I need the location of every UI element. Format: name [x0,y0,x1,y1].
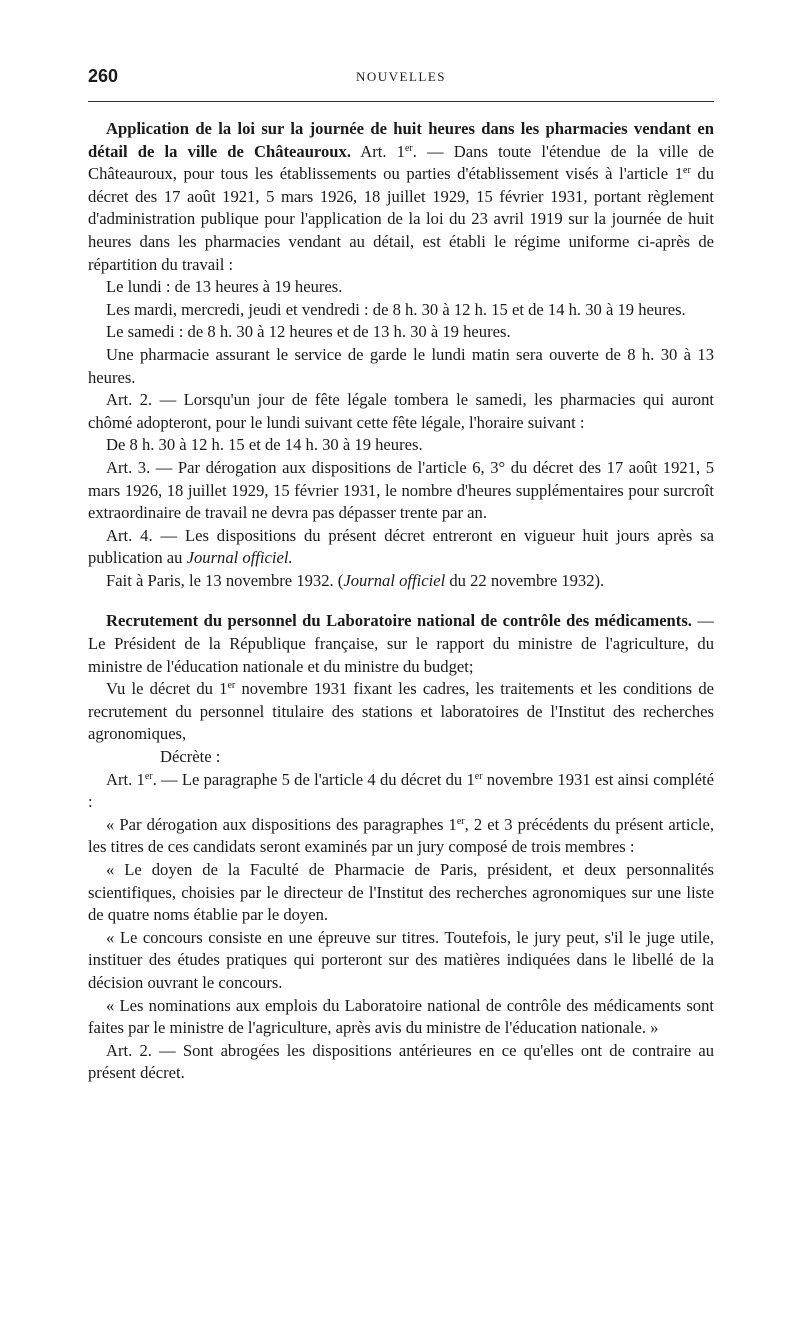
section1-article4 [88,525,714,570]
section2-vu-sup: er [227,680,236,692]
section1-fait-journal: Journal officiel [343,570,446,590]
section1-article3: Art. 3. — Par dérogation aux dispositions de l'article 6, 3° du décret des 17 août 1921, 5 mars 1926, 18 juillet 1929, 15 février 1931, le nombre d'heures supplémentaires pour surcroît extraordinaire de travail ne devra pas dépasser trente par an. [88,457,714,523]
section1-art1-sup2: er [683,165,691,177]
section2-quote4: « Les nominations aux emplois du Laboratoire national de contrôle des médicaments sont faites par le ministre de l'agriculture, après avis du ministre de l'éducation nationale. » [88,995,714,1038]
section2-quote1 [88,814,714,859]
running-head: NOUVELLES [355,69,447,84]
section1-fait-text: Fait à Paris, le 13 novembre 1932. ( [106,570,344,590]
section2-art1-c: novembre 1931 est ainsi complété : [88,769,714,812]
page-header [88,66,714,92]
section1-article2: Art. 2. — Lorsqu'un jour de fête légale tombera le samedi, les pharmacies qui auront chômé adopteront, pour le lundi suivant cette fête légale, l'horaire suivant : [88,390,714,432]
section2-article2: Art. 2. — Sont abrogées les dispositions antérieures en ce qu'elles ont de contraire au présent décret. [88,1040,714,1083]
schedule-garde: Une pharmacie assurant le service de garde le lundi matin sera ouverte de 8 h. 30 à 13 heures. [88,344,714,387]
section1-article1 [88,118,714,276]
section2-q1-sup: er [456,815,465,827]
section2-quote3: « Le concours consiste en une épreuve sur titres. Toutefois, le jury peut, s'il le juge utile, instituer des études pratiques qui porteront sur des matières indiquées dans le libellé de la décision ouvrant le concours. [88,927,714,992]
section1-art1-text-b: du décret des 17 août 1921, 5 mars 1926, 18 juillet 1929, 15 février 1931, portant règlement d'administration publique pour l'application de la loi du 23 avril 1919 sur la journée de huit heures dans les pharmacies vendant au détail, est établi le régime uniforme ci-après de répartition du travail : [88,164,714,274]
header-rule [88,101,714,102]
section2-art1-sup: er [144,770,153,782]
section2-vu [88,678,714,746]
section2-q1-b: , 2 et 3 précédents du présent article, les titres de ces candidats seront examinés par un jury composé de trois membres : [88,814,714,857]
section2-intro-text: — Le Président de la République française, sur le rapport du ministre de l'agriculture, du ministre de l'éducation nationale et du ministre du budget; [88,611,715,676]
schedule-mardi: Les mardi, mercredi, jeudi et vendredi : de 8 h. 30 à 12 h. 15 et de 14 h. 30 à 19 heures. [106,299,686,319]
section2-article1 [88,769,714,814]
page-number: 260 [88,66,119,86]
section1-art1-label: Art. 1 [360,141,405,161]
section1-title: Application de la loi sur la journée de huit heures dans les pharmacies vendant en détail de la ville de Châteauroux. [88,119,714,161]
section2-vu-b: novembre 1931 fixant les cadres, les traitements et les conditions de recrutement du personnel titulaire des stations et laboratoires de l'Institut des recherches agronomiques, [88,679,714,744]
section2-quote2: « Le doyen de la Faculté de Pharmacie de Paris, président, et deux personnalités scientifiques, choisies par le directeur de l'Institut des recherches agronomiques sur une liste de quatre noms établie par le doyen. [88,860,714,925]
section2-art1-sup2: er [474,770,483,782]
section2-q1-a: « Par dérogation aux dispositions des paragraphes 1 [106,814,457,834]
section2-title: Recrutement du personnel du Laboratoire national de contrôle des médicaments. [106,611,692,631]
section1-art1-text-a: . — Dans toute l'étendue de la ville de Châteauroux, pour tous les établissements ou parties d'établissement visés à l'article 1 [88,141,715,184]
section2-art1-b: . — Le paragraphe 5 de l'article 4 du décret du 1 [152,769,475,789]
section1-art4-text: Art. 4. — Les dispositions du présent décret entreront en vigueur huit jours après sa publication au [88,525,714,568]
section1-signature [88,570,714,593]
section2-art1-a: Art. 1 [106,769,145,789]
page-body [88,118,714,1085]
section1-art1-sup: er [404,142,413,154]
section2-intro [88,610,714,678]
section-gap [88,592,714,610]
section1-fait-end: du 22 novembre 1932). [445,570,605,590]
section1-article2-hours: De 8 h. 30 à 12 h. 15 et de 14 h. 30 à 19 heures. [106,435,423,455]
schedule-samedi: Le samedi : de 8 h. 30 à 12 heures et de 13 h. 30 à 19 heures. [106,322,511,342]
schedule-lundi: Le lundi : de 13 heures à 19 heures. [106,277,343,297]
section1-art4-journal: Journal officiel. [186,548,293,568]
section2-vu-a: Vu le décret du 1 [106,679,228,699]
section2-decrete: Décrète : [160,747,221,767]
